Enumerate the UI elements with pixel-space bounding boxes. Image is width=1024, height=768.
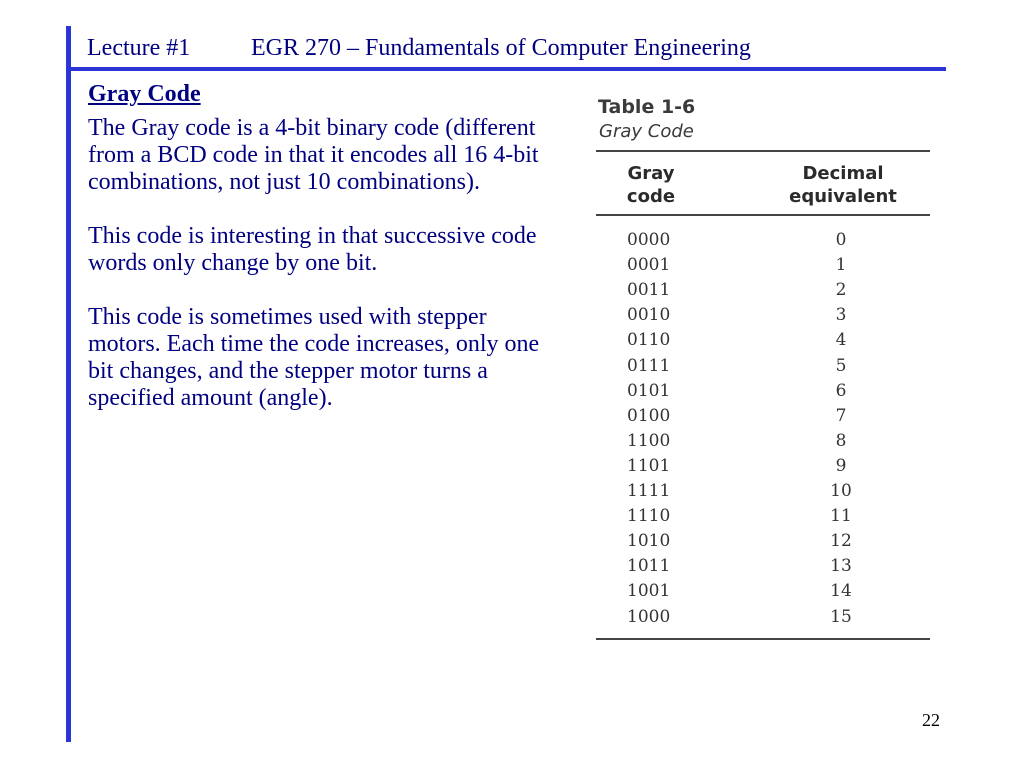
column-header-line: code	[626, 186, 676, 207]
accent-vertical-bar	[66, 26, 71, 742]
decimal-cell: 2	[835, 280, 847, 301]
table-row	[590, 278, 935, 303]
gray-code-cell: 1101	[627, 455, 671, 476]
table-row	[590, 303, 935, 328]
page-number: 22	[922, 710, 940, 730]
gray-code-cell: 1111	[627, 481, 671, 501]
slide-body	[88, 115, 543, 439]
table-header-rule	[596, 214, 930, 216]
decimal-cell: 8	[835, 430, 847, 451]
table-row	[590, 554, 935, 579]
body-paragraph: This code is sometimes used with stepper motors. Each time the code increases, only one bit changes, and the stepper motor turns a specified amount (angle).	[88, 304, 540, 411]
decimal-cell: 1	[835, 255, 847, 276]
gray-code-cell: 0011	[627, 280, 671, 301]
table-row	[590, 404, 935, 429]
table-row	[590, 253, 935, 278]
decimal-cell: 11	[830, 506, 852, 527]
decimal-cell: 3	[835, 305, 847, 326]
gray-code-cell: 0101	[627, 380, 671, 401]
decimal-cell: 12	[830, 531, 852, 552]
table-row	[590, 579, 935, 604]
gray-code-table-figure	[590, 92, 935, 652]
decimal-cell: 0	[835, 230, 847, 250]
slide-header	[87, 34, 751, 62]
decimal-cell: 10	[830, 481, 852, 501]
table-row	[590, 379, 935, 404]
decimal-cell: 9	[835, 455, 847, 476]
table-top-rule	[596, 150, 930, 152]
decimal-cell: 4	[835, 330, 847, 351]
table-row	[590, 429, 935, 454]
decimal-cell: 13	[830, 556, 852, 577]
gray-code-cell: 1100	[627, 430, 671, 451]
body-paragraph: The Gray code is a 4-bit binary code (different from a BCD code in that it encodes all 16 4-bit combinations, not just 10 combinations).	[88, 115, 539, 195]
column-header-line: equivalent	[789, 186, 897, 207]
table-title: Gray Code	[599, 121, 694, 142]
table-row	[590, 479, 935, 504]
column-header-gray-code	[612, 162, 690, 208]
gray-code-cell: 0110	[627, 330, 671, 351]
decimal-cell: 14	[830, 581, 852, 602]
table-row	[590, 529, 935, 554]
table-row	[590, 605, 935, 630]
gray-code-cell: 1010	[627, 531, 671, 552]
table-body	[590, 228, 935, 634]
table-row	[590, 454, 935, 479]
gray-code-cell: 0001	[627, 255, 671, 276]
decimal-cell: 15	[830, 606, 852, 627]
gray-code-cell: 1001	[627, 581, 671, 602]
column-header-line: Decimal	[802, 163, 884, 184]
table-row	[590, 228, 935, 253]
gray-code-cell: 0100	[627, 405, 671, 426]
gray-code-cell: 0010	[627, 305, 671, 326]
course-title: EGR 270 – Fundamentals of Computer Engineering	[251, 35, 751, 61]
lecture-label: Lecture #1	[87, 35, 191, 61]
accent-horizontal-rule	[66, 67, 946, 71]
decimal-cell: 5	[835, 355, 847, 376]
table-row	[590, 328, 935, 353]
column-header-line: Gray	[627, 163, 675, 184]
body-paragraph: This code is interesting in that successive code words only change by one bit.	[88, 223, 537, 276]
decimal-cell: 6	[835, 380, 847, 401]
gray-code-cell: 1110	[627, 506, 671, 527]
decimal-cell: 7	[835, 405, 847, 426]
table-label: Table 1-6	[598, 96, 696, 118]
gray-code-cell: 0111	[627, 355, 671, 376]
table-row	[590, 354, 935, 379]
gray-code-cell: 0000	[627, 230, 671, 250]
table-bottom-rule	[596, 638, 930, 640]
gray-code-cell: 1000	[627, 606, 671, 627]
slide-heading: Gray Code	[88, 81, 201, 107]
table-row	[590, 504, 935, 529]
gray-code-cell: 1011	[627, 556, 671, 577]
column-header-decimal	[778, 162, 908, 208]
